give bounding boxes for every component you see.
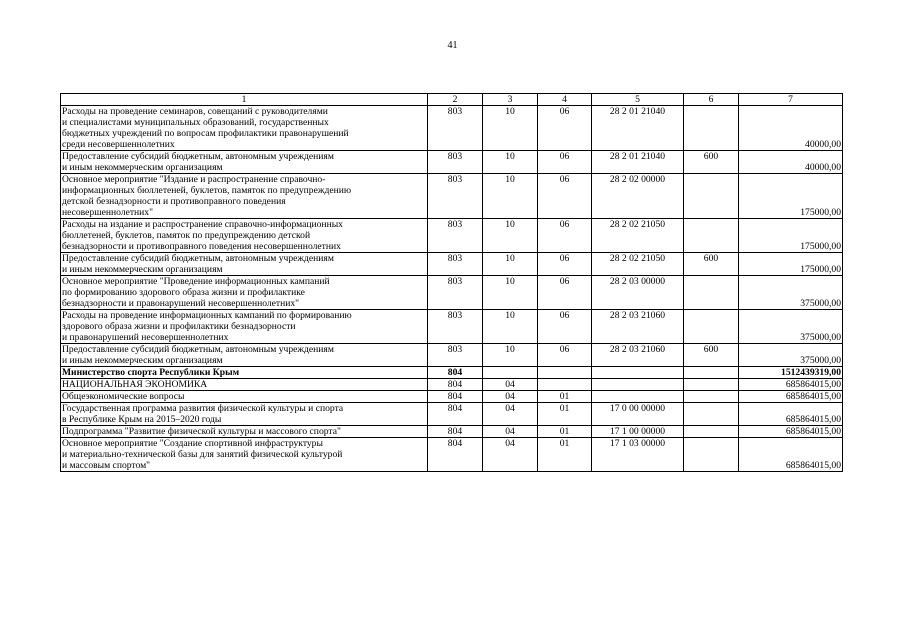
- header-cell-3: 3: [483, 94, 538, 106]
- subsection-cell: 06: [538, 253, 592, 276]
- item-name-line: Общеэкономические вопросы: [62, 391, 185, 402]
- item-name-line: безнадзорности и противоправного поведения несовершеннолетних: [62, 241, 341, 252]
- table-row: [61, 367, 843, 379]
- table-row: [61, 426, 843, 438]
- item-name-cell: [61, 174, 428, 219]
- section-cell: 10: [483, 219, 538, 253]
- section-cell: 10: [483, 276, 538, 310]
- section-cell: 10: [483, 344, 538, 367]
- ved-cell: 803: [428, 174, 483, 219]
- table-row: [61, 253, 843, 276]
- item-name-line: среди несовершеннолетних: [62, 139, 175, 150]
- item-name-line: Предоставление субсидий бюджетным, автономным учреждениям: [62, 253, 334, 264]
- item-name-cell: [61, 438, 428, 472]
- subsection-cell: 06: [538, 276, 592, 310]
- item-name-cell: [61, 310, 428, 344]
- expense-type-cell: [684, 391, 739, 403]
- expense-type-cell: 600: [684, 151, 739, 174]
- expense-type-cell: 600: [684, 253, 739, 276]
- item-name-line: в Республике Крым на 2015–2020 годы: [62, 414, 222, 425]
- subsection-cell: 01: [538, 391, 592, 403]
- target-article-cell: [592, 391, 684, 403]
- table-row: [61, 391, 843, 403]
- table-row: [61, 276, 843, 310]
- table-row: [61, 344, 843, 367]
- target-article-cell: 28 2 02 00000: [592, 174, 684, 219]
- target-article-cell: 28 2 03 21060: [592, 344, 684, 367]
- item-name-line: Расходы на проведение информационных кампаний по формированию: [62, 310, 352, 321]
- ved-cell: 803: [428, 106, 483, 151]
- subsection-cell: 06: [538, 106, 592, 151]
- expense-type-cell: [684, 106, 739, 151]
- page-number: 41: [447, 40, 458, 51]
- ved-cell: 804: [428, 438, 483, 472]
- header-cell-5: 5: [592, 94, 684, 106]
- section-cell: 04: [483, 438, 538, 472]
- subsection-cell: [538, 379, 592, 391]
- section-cell: 10: [483, 151, 538, 174]
- item-name-cell: [61, 276, 428, 310]
- item-name-line: бюллетеней, буклетов, памяток по предупреждению детской: [62, 230, 311, 241]
- table-row: [61, 151, 843, 174]
- item-name-cell: [61, 426, 428, 438]
- item-name-line: Государственная программа развития физической культуры и спорта: [62, 403, 344, 414]
- table-row: [61, 219, 843, 253]
- ved-cell: 803: [428, 276, 483, 310]
- expense-type-cell: [684, 174, 739, 219]
- item-name-line: Расходы на издание и распространение справочно-информационных: [62, 219, 343, 230]
- amount-cell: 375000,00: [739, 344, 843, 367]
- section-cell: 10: [483, 310, 538, 344]
- amount-cell: 685864015,00: [739, 391, 843, 403]
- target-article-cell: 28 2 01 21040: [592, 151, 684, 174]
- table-row: [61, 379, 843, 391]
- item-name-line: бюджетных учреждений по вопросам профилактики правонарушений: [62, 128, 349, 139]
- item-name-line: и иным некоммерческим организациям: [62, 264, 223, 275]
- item-name-line: Расходы на проведение семинаров, совещаний с руководителями: [62, 106, 328, 117]
- item-name-line: информационных бюллетеней, буклетов, памяток по предупреждению: [62, 185, 352, 196]
- expense-type-cell: [684, 367, 739, 379]
- item-name-cell: [61, 344, 428, 367]
- ved-cell: 804: [428, 379, 483, 391]
- section-cell: 04: [483, 426, 538, 438]
- item-name-cell: [61, 379, 428, 391]
- ved-cell: 803: [428, 219, 483, 253]
- item-name-line: здорового образа жизни и профилактики безнадзорности: [62, 321, 296, 332]
- item-name-line: Подпрограмма "Развитие физической культуры и массового спорта": [62, 426, 341, 437]
- amount-cell: 685864015,00: [739, 403, 843, 426]
- section-cell: 10: [483, 106, 538, 151]
- expense-type-cell: [684, 276, 739, 310]
- amount-cell: 175000,00: [739, 174, 843, 219]
- budget-table: [60, 93, 843, 472]
- subsection-cell: 01: [538, 438, 592, 472]
- item-name-line: и иным некоммерческим организациям: [62, 355, 223, 366]
- target-article-cell: 17 0 00 00000: [592, 403, 684, 426]
- header-cell-1: 1: [61, 94, 428, 106]
- target-article-cell: 28 2 03 21060: [592, 310, 684, 344]
- expense-type-cell: [684, 310, 739, 344]
- ved-cell: 803: [428, 310, 483, 344]
- ved-cell: 804: [428, 403, 483, 426]
- expense-type-cell: 600: [684, 344, 739, 367]
- amount-cell: 375000,00: [739, 276, 843, 310]
- header-cell-4: 4: [538, 94, 592, 106]
- section-cell: 04: [483, 379, 538, 391]
- target-article-cell: [592, 379, 684, 391]
- table-row: [61, 310, 843, 344]
- item-name-line: Основное мероприятие "Создание спортивной инфраструктуры: [62, 438, 323, 449]
- target-article-cell: 28 2 02 21050: [592, 219, 684, 253]
- target-article-cell: 17 1 00 00000: [592, 426, 684, 438]
- table-row: [61, 438, 843, 472]
- expense-type-cell: [684, 379, 739, 391]
- header-cell-6: 6: [684, 94, 739, 106]
- amount-cell: 1512439319,00: [739, 367, 843, 379]
- table-body: [61, 106, 843, 472]
- amount-cell: 685864015,00: [739, 379, 843, 391]
- ved-cell: 803: [428, 344, 483, 367]
- ved-cell: 804: [428, 367, 483, 379]
- target-article-cell: 28 2 01 21040: [592, 106, 684, 151]
- amount-cell: 40000,00: [739, 151, 843, 174]
- expense-type-cell: [684, 426, 739, 438]
- ved-cell: 804: [428, 391, 483, 403]
- item-name-cell: [61, 391, 428, 403]
- ved-cell: 803: [428, 253, 483, 276]
- amount-cell: 685864015,00: [739, 438, 843, 472]
- item-name-line: по формированию здорового образа жизни и профилактике: [62, 287, 305, 298]
- item-name-cell: [61, 106, 428, 151]
- target-article-cell: 17 1 03 00000: [592, 438, 684, 472]
- subsection-cell: 06: [538, 151, 592, 174]
- expense-type-cell: [684, 403, 739, 426]
- section-cell: [483, 367, 538, 379]
- subsection-cell: 06: [538, 174, 592, 219]
- item-name-line: и иным некоммерческим организациям: [62, 162, 223, 173]
- item-name-cell: [61, 367, 428, 379]
- subsection-cell: 06: [538, 310, 592, 344]
- amount-cell: 175000,00: [739, 253, 843, 276]
- item-name-line: и специалистами муниципальных образований, государственных: [62, 117, 329, 128]
- item-name-line: Министерство спорта Республики Крым: [62, 367, 240, 378]
- header-row: [61, 94, 843, 106]
- subsection-cell: 06: [538, 219, 592, 253]
- amount-cell: 375000,00: [739, 310, 843, 344]
- section-cell: 10: [483, 253, 538, 276]
- table-row: [61, 106, 843, 151]
- target-article-cell: 28 2 02 21050: [592, 253, 684, 276]
- item-name-line: Предоставление субсидий бюджетным, автономным учреждениям: [62, 151, 334, 162]
- item-name-line: Предоставление субсидий бюджетным, автономным учреждениям: [62, 344, 334, 355]
- item-name-cell: [61, 403, 428, 426]
- subsection-cell: 01: [538, 403, 592, 426]
- item-name-line: и материально-технической базы для занятий физической культурой: [62, 449, 343, 460]
- header-cell-2: 2: [428, 94, 483, 106]
- subsection-cell: 06: [538, 344, 592, 367]
- item-name-line: Основное мероприятие "Проведение информационных кампаний: [62, 276, 330, 287]
- item-name-line: НАЦИОНАЛЬНАЯ ЭКОНОМИКА: [62, 379, 208, 390]
- item-name-line: и массовым спортом": [62, 460, 151, 471]
- target-article-cell: [592, 367, 684, 379]
- subsection-cell: [538, 367, 592, 379]
- amount-cell: 685864015,00: [739, 426, 843, 438]
- table-row: [61, 403, 843, 426]
- subsection-cell: 01: [538, 426, 592, 438]
- amount-cell: 40000,00: [739, 106, 843, 151]
- ved-cell: 804: [428, 426, 483, 438]
- header-cell-7: 7: [739, 94, 843, 106]
- item-name-line: безнадзорности и правонарушений несовершеннолетних": [62, 298, 300, 309]
- item-name-line: детской безнадзорности и противоправного поведения: [62, 196, 286, 207]
- section-cell: 10: [483, 174, 538, 219]
- item-name-line: и правонарушений несовершеннолетних: [62, 332, 229, 343]
- item-name-cell: [61, 151, 428, 174]
- amount-cell: 175000,00: [739, 219, 843, 253]
- table-row: [61, 174, 843, 219]
- expense-type-cell: [684, 219, 739, 253]
- ved-cell: 803: [428, 151, 483, 174]
- item-name-cell: [61, 253, 428, 276]
- expense-type-cell: [684, 438, 739, 472]
- item-name-line: Основное мероприятие "Издание и распространение справочно-: [62, 174, 326, 185]
- target-article-cell: 28 2 03 00000: [592, 276, 684, 310]
- item-name-line: несовершеннолетних": [62, 207, 154, 218]
- item-name-cell: [61, 219, 428, 253]
- section-cell: 04: [483, 391, 538, 403]
- section-cell: 04: [483, 403, 538, 426]
